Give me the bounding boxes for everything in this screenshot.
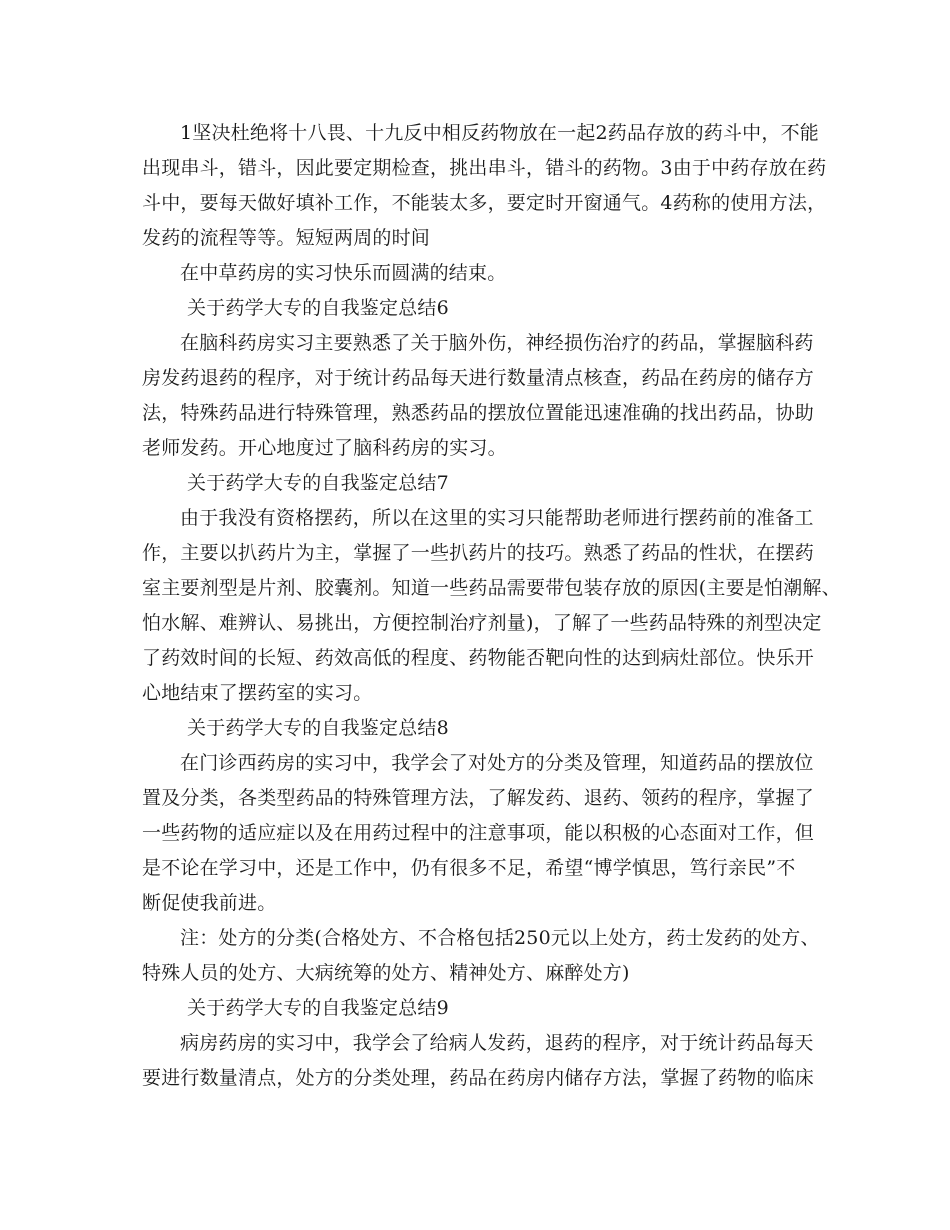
paragraph-line: 发药的流程等等。短短两周的时间 [142, 227, 431, 249]
note-line: 注：处方的分类(合格处方、不合格包括250元以上处方，药士发药的处方、 [180, 927, 820, 949]
paragraph-line: 斗中，要每天做好填补工作，不能装太多，要定时开窗通气。4药称的使用方法， [142, 192, 827, 214]
paragraph-line: 由于我没有资格摆药，所以在这里的实习只能帮助老师进行摆药前的准备工 [180, 507, 814, 529]
paragraph-line: 在中草药房的实习快乐而圆满的结束。 [180, 262, 507, 284]
paragraph-line: 1坚决杜绝将十八畏、十九反中相反药物放在一起2药品存放的药斗中，不能 [180, 122, 819, 144]
paragraph-line: 是不论在学习中，还是工作中，仍有很多不足，希望“博学慎思，笃行亲民”不 [142, 857, 796, 879]
paragraph-line: 出现串斗，错斗，因此要定期检查，挑出串斗，错斗的药物。3由于中药存放在药 [142, 157, 827, 179]
section-heading: 关于药学大专的自我鉴定总结8 [187, 717, 449, 739]
section-heading: 关于药学大专的自我鉴定总结9 [187, 997, 449, 1019]
paragraph-line: 要进行数量清点，处方的分类处理，药品在药房内储存方法，掌握了药物的临床 [142, 1067, 815, 1089]
paragraph-line: 一些药物的适应症以及在用药过程中的注意事项，能以积极的心态面对工作，但 [142, 822, 815, 844]
note-line: 特殊人员的处方、大病统筹的处方、精神处方、麻醉处方) [142, 962, 630, 984]
paragraph-line: 病房药房的实习中，我学会了给病人发药，退药的程序，对于统计药品每天 [180, 1032, 814, 1054]
paragraph-line: 在门诊西药房的实习中，我学会了对处方的分类及管理，知道药品的摆放位 [180, 752, 814, 774]
paragraph-line: 房发药退药的程序，对于统计药品每天进行数量清点核查，药品在药房的储存方 [142, 367, 815, 389]
paragraph-line: 老师发药。开心地度过了脑科药房的实习。 [142, 437, 507, 459]
paragraph-line: 了药效时间的长短、药效高低的程度、药物能否靶向性的达到病灶部位。快乐开 [142, 647, 815, 669]
paragraph-line: 作，主要以扒药片为主，掌握了一些扒药片的技巧。熟悉了药品的性状，在摆药 [142, 542, 815, 564]
paragraph-line: 怕水解、难辨认、易挑出，方便控制治疗剂量)，了解了一些药品特殊的剂型决定 [142, 612, 822, 634]
paragraph-line: 置及分类，各类型药品的特殊管理方法，了解发药、退药、领药的程序，掌握了 [142, 787, 815, 809]
paragraph-line: 室主要剂型是片剂、胶囊剂。知道一些药品需要带包装存放的原因(主要是怕潮解、 [142, 577, 841, 599]
section-heading: 关于药学大专的自我鉴定总结7 [187, 472, 449, 494]
paragraph-line: 法，特殊药品进行特殊管理，熟悉药品的摆放位置能迅速准确的找出药品，协助 [142, 402, 815, 424]
paragraph-line: 心地结束了摆药室的实习。 [142, 682, 373, 704]
paragraph-line: 在脑科药房实习主要熟悉了关于脑外伤，神经损伤治疗的药品，掌握脑科药 [180, 332, 814, 354]
section-heading: 关于药学大专的自我鉴定总结6 [187, 297, 449, 319]
paragraph-line: 断促使我前进。 [142, 892, 277, 914]
